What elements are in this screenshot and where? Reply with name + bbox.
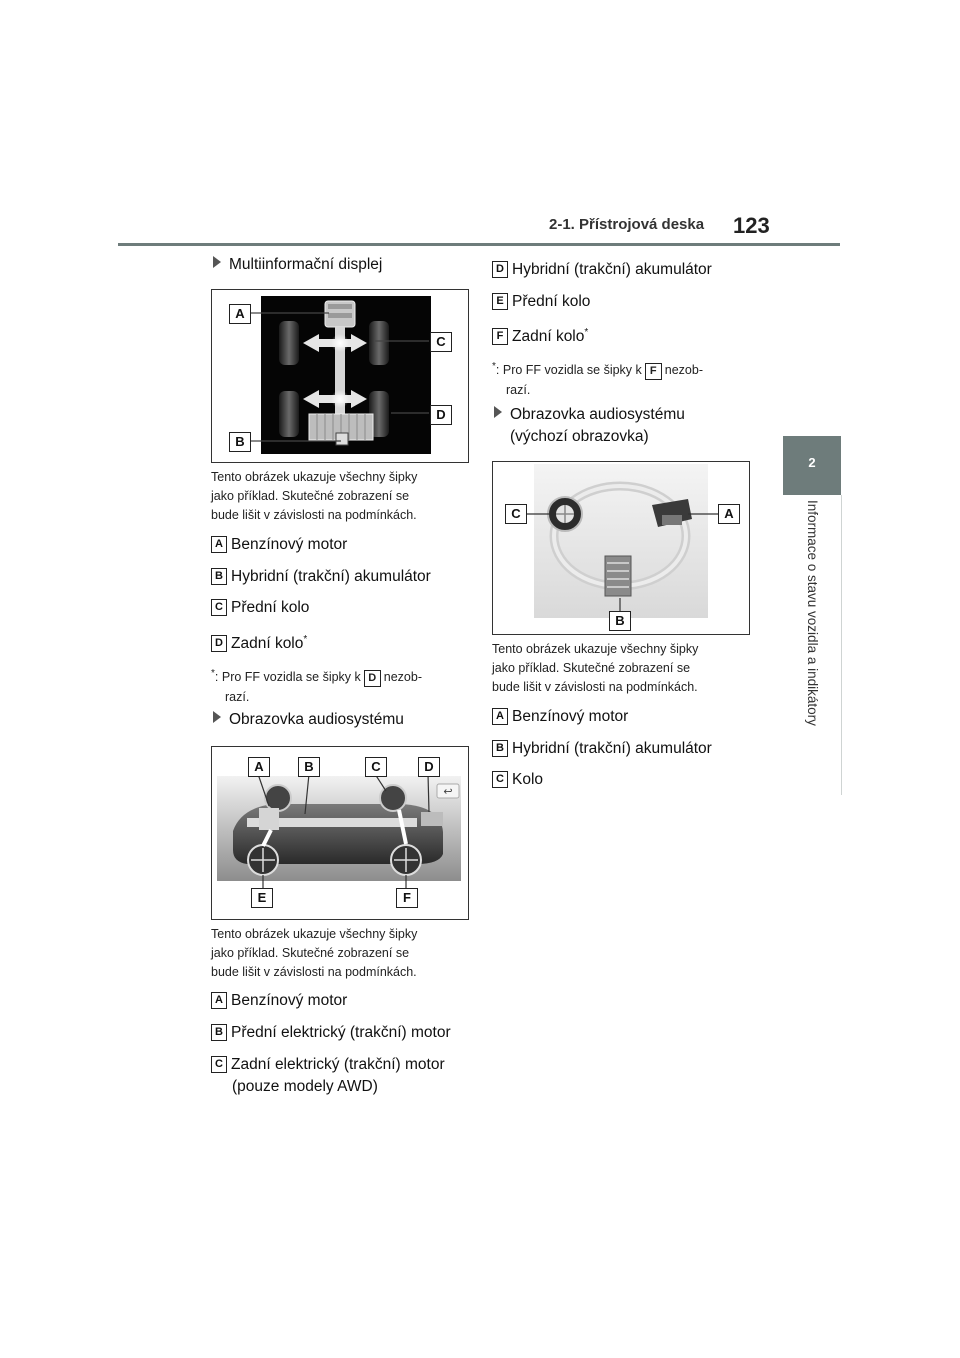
callout-C: C: [505, 504, 527, 524]
audio-default-caption: Tento obrázek ukazuje všechny šipky jako příklad. Skutečné zobrazení se bude lišit v závislosti na podmínkách.: [492, 642, 699, 694]
multiinfo-footnote: *: Pro FF vozidla se šipky k D nezob- razí.: [211, 668, 423, 705]
callout-E: E: [251, 888, 273, 908]
audio-item-c-note: (pouze modely AWD): [232, 1078, 378, 1095]
callout-B: B: [609, 611, 631, 631]
callout-B: B: [298, 757, 320, 777]
callout-D: D: [418, 757, 440, 777]
audio-default-item-c: C Kolo: [492, 769, 543, 791]
callout-A: A: [248, 757, 270, 777]
battery-block: [421, 812, 443, 826]
rear-top-wheel: [380, 785, 406, 811]
audio-item-b: B Přední elektrický (trakční) motor: [211, 1022, 451, 1044]
callout-B: B: [229, 432, 251, 452]
audio-footnote: *: Pro FF vozidla se šipky k F nezob- razí.: [492, 361, 704, 398]
chapter-title: Informace o stavu vozidla a indikátory: [805, 500, 820, 726]
triangle-bullet-icon: [213, 256, 221, 268]
audio-default-item-b: B Hybridní (trakční) akumulátor: [492, 738, 712, 760]
front-left-wheel: [279, 321, 299, 365]
engine-block: [259, 808, 279, 830]
heading-audio-screen: Obrazovka audiosystému: [213, 711, 404, 729]
audio-caption: Tento obrázek ukazuje všechny šipky jako příklad. Skutečné zobrazení se bude lišit v závislosti na podmínkách.: [211, 927, 418, 979]
battery-graphic: [605, 556, 631, 596]
rear-left-wheel: [279, 391, 299, 437]
audio-item-c: C Zadní elektrický (trakční) motor: [211, 1054, 445, 1076]
audio-item-d: D Hybridní (trakční) akumulátor: [492, 259, 712, 281]
callout-C: C: [365, 757, 387, 777]
multiinfo-item-c: C Přední kolo: [211, 597, 309, 619]
multiinfo-caption: Tento obrázek ukazuje všechny šipky jako příklad. Skutečné zobrazení se bude lišit v závislosti na podmínkách.: [211, 470, 418, 522]
back-arrow-icon: ↩: [443, 785, 453, 798]
chapter-number: 2: [808, 455, 816, 470]
callout-A: A: [229, 304, 251, 324]
chapter-side-divider: [841, 495, 842, 795]
triangle-bullet-icon: [213, 711, 221, 723]
multiinfo-item-a: A Benzínový motor: [211, 534, 347, 556]
header-divider: [118, 243, 840, 246]
page-number: 123: [733, 213, 770, 238]
callout-C: C: [430, 332, 452, 352]
audio-default-item-a: A Benzínový motor: [492, 706, 628, 728]
front-right-wheel: [369, 321, 389, 365]
multiinfo-item-b: B Hybridní (trakční) akumulátor: [211, 566, 431, 588]
audio-item-a: A Benzínový motor: [211, 990, 347, 1012]
header-section-title: 2-1. Přístrojová deska: [549, 216, 705, 233]
callout-F: F: [396, 888, 418, 908]
audio-item-e: E Přední kolo: [492, 291, 590, 313]
callout-D: D: [430, 405, 452, 425]
front-top-wheel: [265, 785, 291, 811]
heading-audio-default-screen: Obrazovka audiosystému (výchozí obrazovka): [494, 404, 685, 448]
audio-default-diagram: [492, 461, 750, 635]
callout-A: A: [718, 504, 740, 524]
triangle-bullet-icon: [494, 406, 502, 418]
heading-multiinfo-display: Multiinformační displej: [213, 256, 382, 274]
audio-item-f: F Zadní kolo*: [492, 322, 588, 344]
multiinfo-item-d: D Zadní kolo*: [211, 629, 307, 651]
